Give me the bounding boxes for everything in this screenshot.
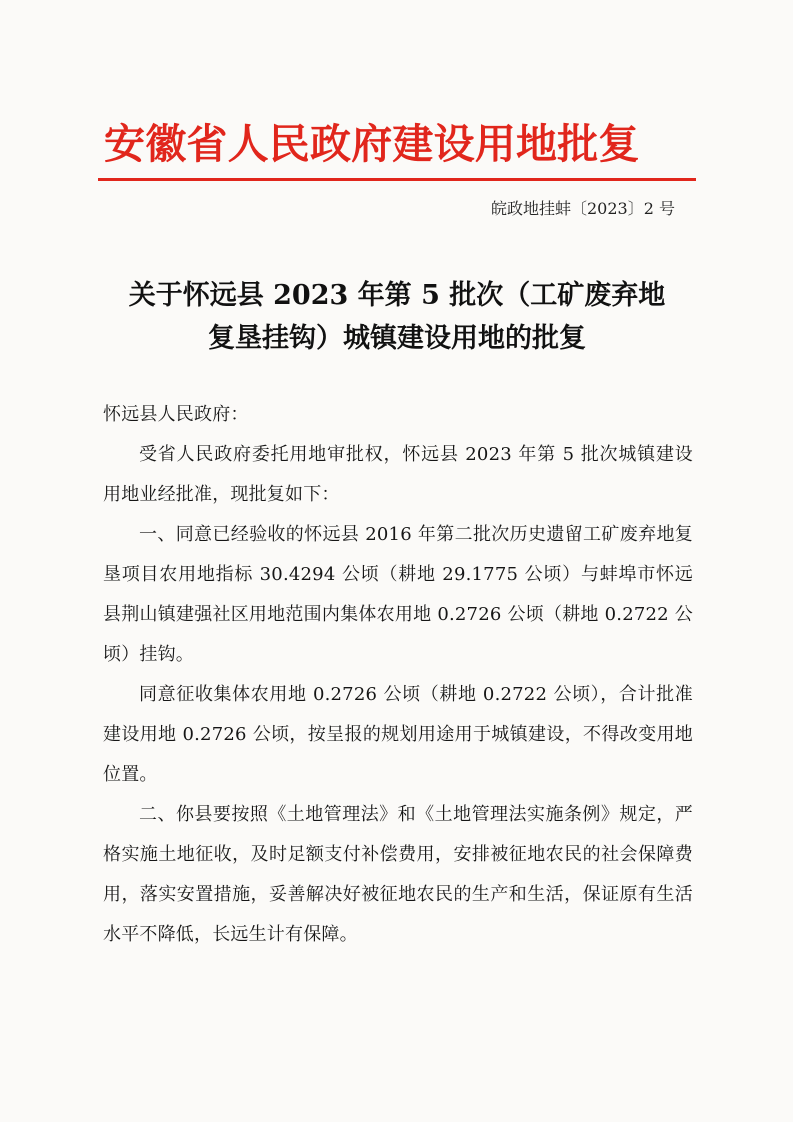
header-red-rule bbox=[98, 178, 696, 181]
paragraph-1: 受省人民政府委托用地审批权，怀远县 2023 年第 5 批次城镇建设用地业经批准，现批复如下： bbox=[103, 444, 693, 505]
document-title-line-1: 关于怀远县 2023 年第 5 批次（工矿废弃地 bbox=[128, 280, 666, 311]
paragraph-2: 一、同意已经验收的怀远县 2016 年第二批次历史遗留工矿废弃地复垦项目农用地指标 30.4294 公顷（耕地 29.1775 公顷）与蚌埠市怀远县荆山镇建强社区用地范围内集体农用地 0.2726 公顷（耕地 0.2722 公顷）挂钩。 bbox=[103, 524, 693, 665]
issuer-header-title: 安徽省人民政府建设用地批复 bbox=[104, 120, 640, 168]
document-title bbox=[90, 274, 704, 360]
document-body bbox=[103, 395, 693, 955]
salutation: 怀远县人民政府： bbox=[103, 404, 249, 425]
paragraph-3: 同意征收集体农用地 0.2726 公顷（耕地 0.2722 公顷），合计批准建设用地 0.2726 公顷，按呈报的规划用途用于城镇建设，不得改变用地位置。 bbox=[103, 684, 693, 785]
paragraph-4: 二、你县要按照《土地管理法》和《土地管理法实施条例》规定，严格实施土地征收，及时足额支付补偿费用，安排被征地农民的社会保障费用，落实安置措施，妥善解决好被征地农民的生产和生活，保证原有生活水平不降低，长远生计有保障。 bbox=[103, 804, 693, 945]
document-number: 皖政地挂蚌〔2023〕2 号 bbox=[491, 199, 675, 218]
document-title-line-2: 复垦挂钩）城镇建设用地的批复 bbox=[208, 323, 586, 354]
